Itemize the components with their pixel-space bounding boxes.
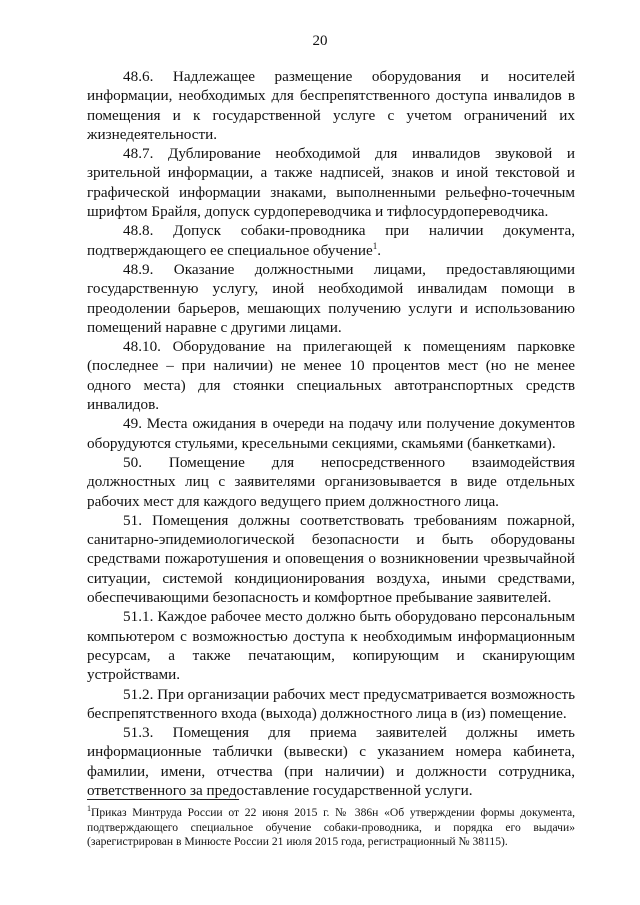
paragraph-text: 51. Помещения должны соответствовать требованиям пожарной, санитарно-эпидемиологической безопасности и быть оборудованы средствами пожаротушения и оповещения о возникновении чрезвычайной ситуации, системой кондиционирования воздуха, иными средствами, обеспечивающими безопасность и комфортное пребывание заявителей. (87, 511, 575, 607)
paragraph-48-6 (87, 67, 575, 144)
paragraph-text: 51.3. Помещения для приема заявителей должны иметь информационные таблички (вывески) с указанием номера кабинета, фамилии, имени, отчества (при наличии) и должности сотрудника, ответственного за предоставление государственной услуги. (87, 724, 575, 799)
paragraph-51 (87, 511, 575, 607)
paragraph-51-2 (87, 685, 575, 724)
footnote-separator (87, 799, 239, 800)
paragraph-49 (87, 414, 575, 453)
footnote-text: Приказ Минтруда России от 22 июня 2015 г. № 386н «Об утверждении формы документа, подтверждающего специальное обучение собаки-проводника, и порядка его выдачи» (зарегистрирован в Минюсте России 21 июля 2015 года, регистрационный № 38115). (87, 806, 575, 849)
footnote-reference[interactable]: 1 (372, 240, 378, 251)
paragraph-text: 48.9. Оказание должностными лицами, предоставляющими государственную услугу, иной необходимой инвалидам помощи в преодолении барьеров, мешающих получению услуги и использованию помещений наравне с другими лицами. (87, 260, 575, 336)
paragraph-text: 48.8. Допуск собаки-проводника при наличии документа, подтверждающего ее специальное обучение (87, 222, 575, 259)
page-number: 20 (312, 33, 328, 49)
paragraph-51-1 (87, 607, 575, 684)
paragraph-text: 49. Места ожидания в очереди на подачу или получение документов оборудуются стульями, кресельными секциями, скамьями (банкетками). (87, 415, 575, 452)
paragraph-text: 51.2. При организации рабочих мест предусматривается возможность беспрепятственного входа (выхода) должностного лица в (из) помещение. (87, 685, 576, 722)
paragraph-text: 48.6. Надлежащее размещение оборудования и носителей информации, необходимых для беспрепятственного доступа инвалидов в помещения и к государственной услуге с учетом ограничений их жизнедеятельности. (87, 68, 575, 143)
paragraph-48-10 (87, 337, 575, 414)
paragraph-48-8 (87, 221, 575, 260)
footnote (87, 806, 575, 850)
paragraph-text: 48.7. Дублирование необходимой для инвалидов звуковой и зрительной информации, а также надписей, знаков и иной текстовой и графической информации знаками, выполненными рельефно-точечным шрифтом Брайля, допуск сурдопереводчика и тифлосурдопереводчика. (87, 145, 575, 221)
footnote-number: 1 (87, 804, 91, 814)
paragraph-text: 51.1. Каждое рабочее место должно быть оборудовано персональным компьютером с возможностью доступа к необходимым информационным ресурсам, а также печатающим, копирующим и сканирующим устройствами. (87, 608, 575, 684)
paragraph-text: 48.10. Оборудование на прилегающей к помещениям парковке (последнее – при наличии) не менее 10 процентов мест (но не менее одного места) для стоянки специальных автотранспортных средств инвалидов. (87, 338, 575, 414)
paragraph-48-9 (87, 260, 575, 337)
paragraph-tail: . (377, 241, 382, 259)
paragraph-51-3 (87, 723, 575, 800)
paragraph-text: 50. Помещение для непосредственного взаимодействия должностных лиц с заявителями организовывается в виде отдельных рабочих мест для каждого ведущего прием должностного лица. (87, 453, 575, 510)
document-body (87, 67, 575, 800)
paragraph-48-7 (87, 144, 575, 221)
paragraph-50 (87, 453, 575, 511)
